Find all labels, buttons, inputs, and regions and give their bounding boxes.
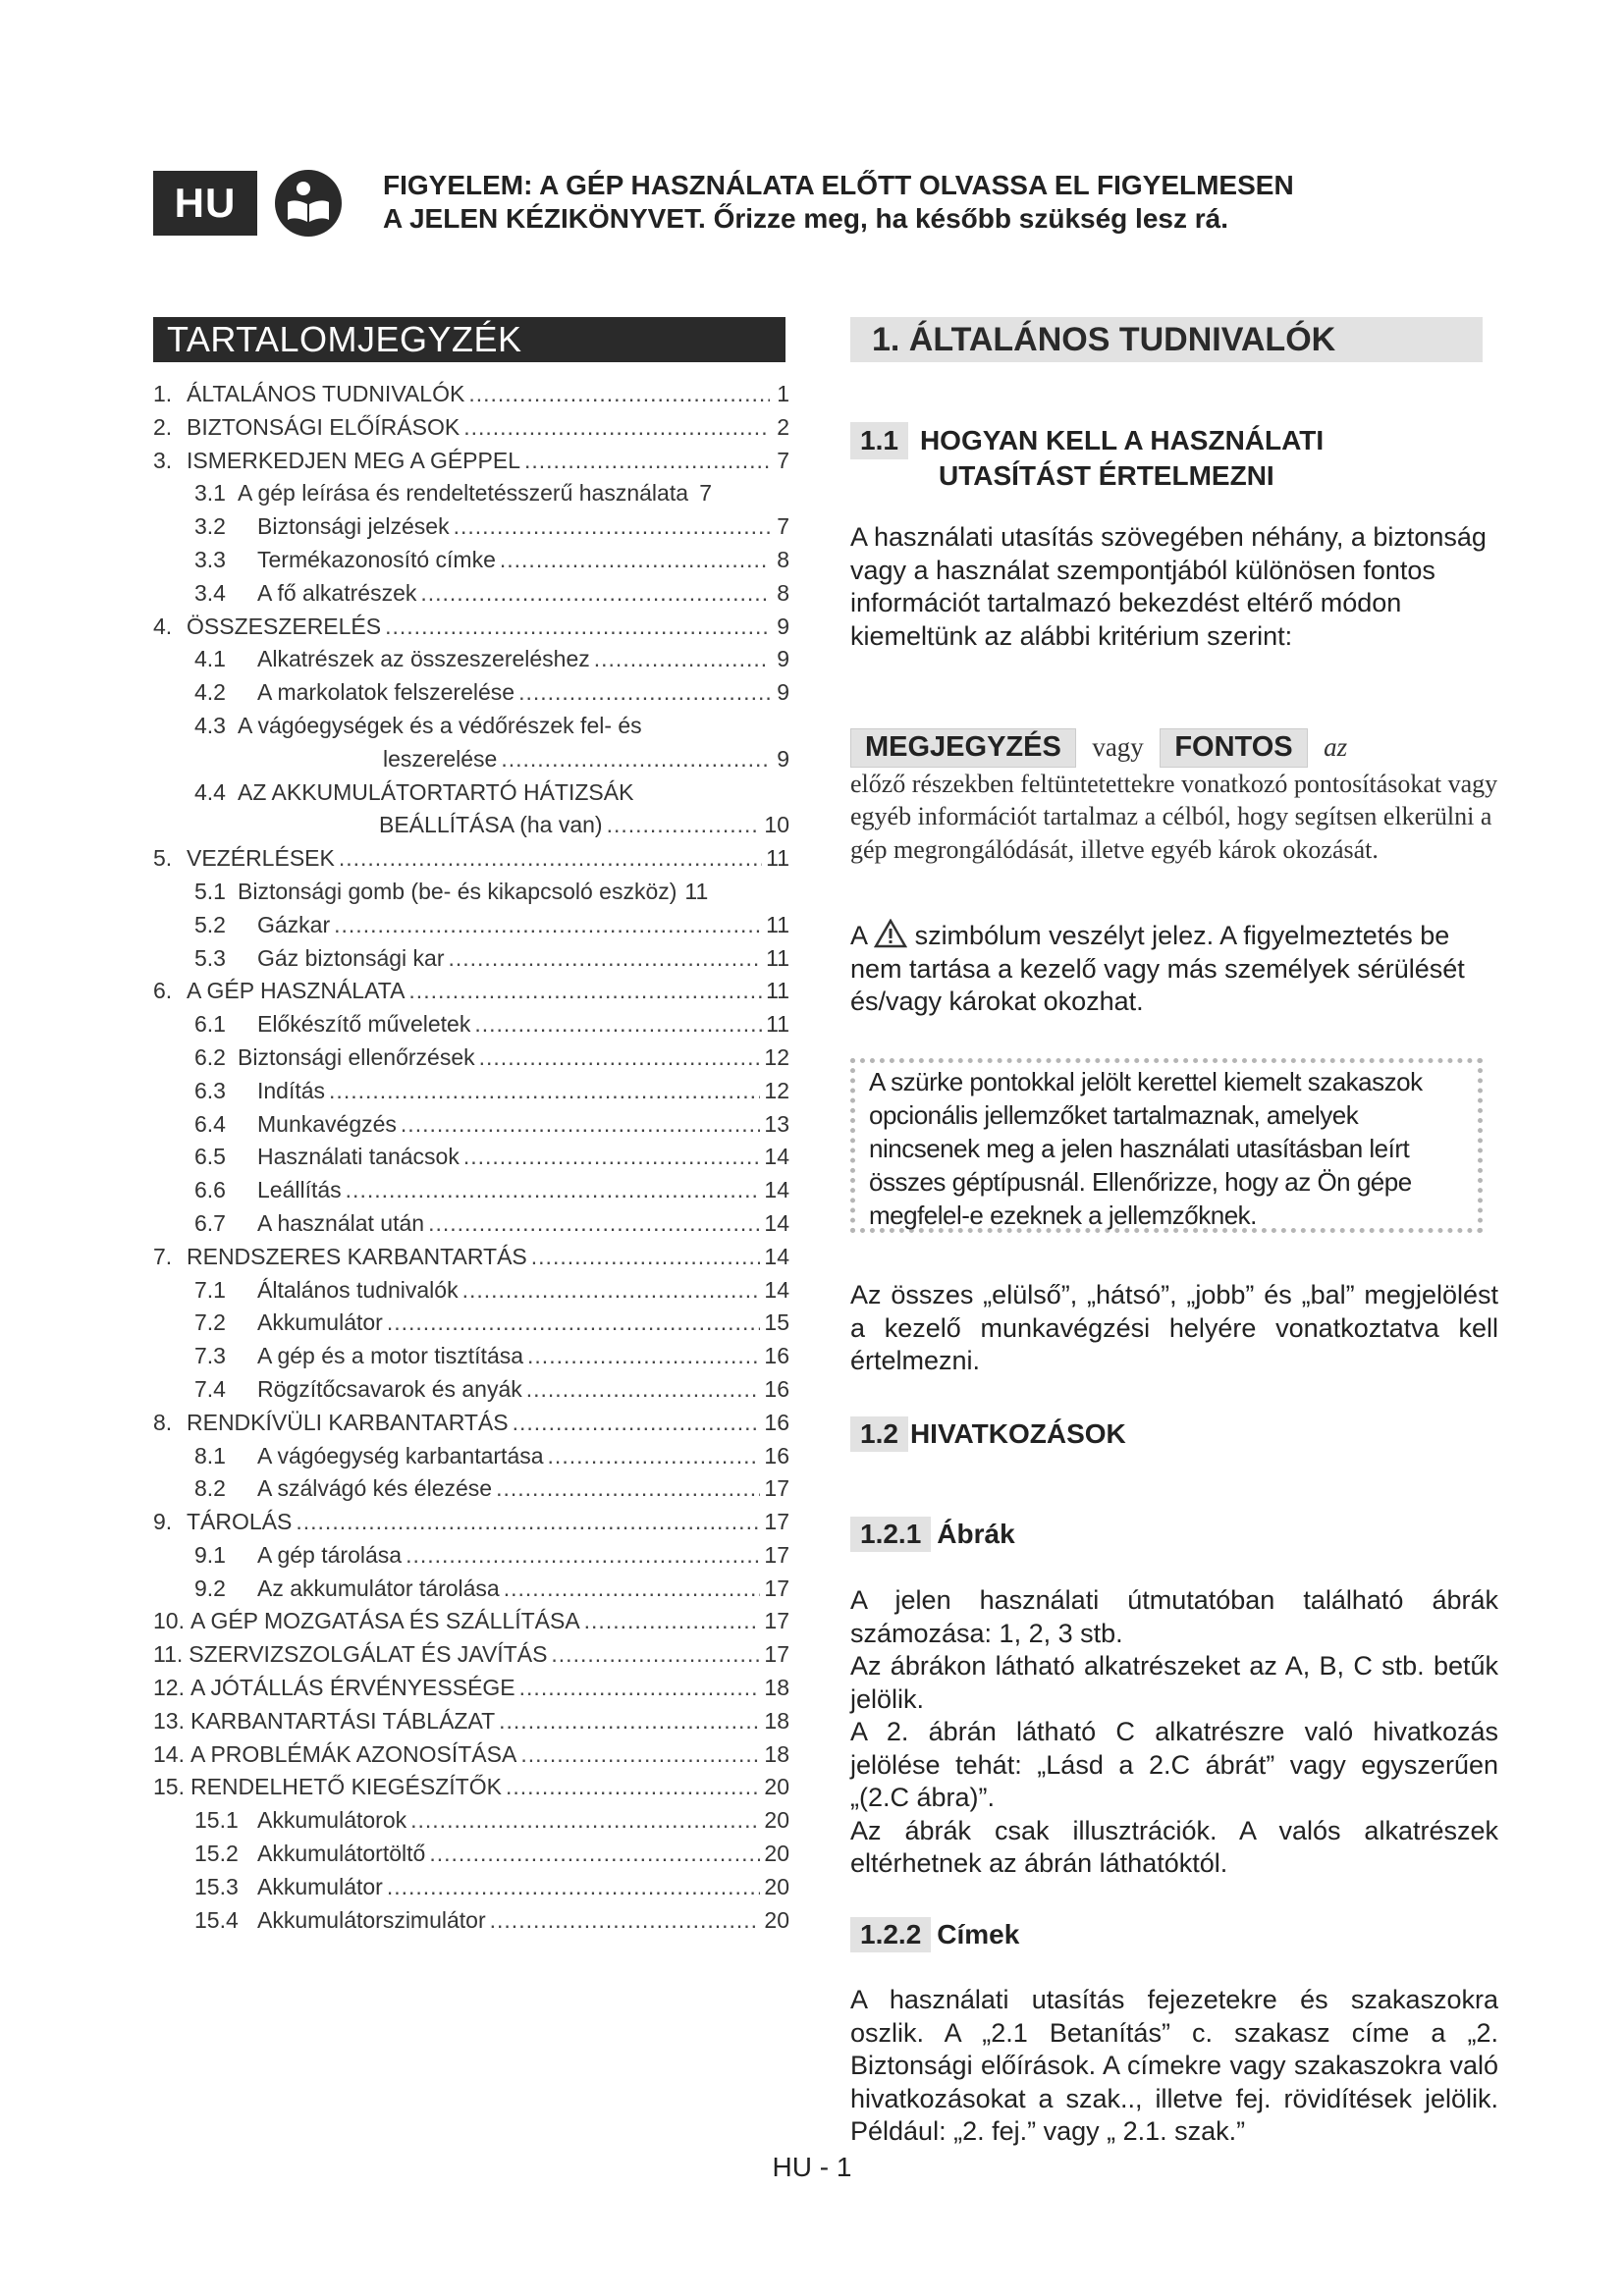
toc-entry-leader <box>524 448 770 474</box>
note-paragraph <box>850 728 1498 866</box>
figures-paragraph-1: A jelen használati útmutatóban található ábrák számozása: 1, 2, 3 stb. <box>850 1585 1498 1648</box>
intro-paragraph: A használati utasítás szövegében néhány, a biztonság vagy a használat szempontjából különösen fontos információt tartalmazó bekezdést eltérő módon kiemeltünk az alábbi kritérium szerint: <box>850 522 1487 651</box>
toc-entry-page: 7 <box>699 480 713 507</box>
toc-entry <box>153 945 789 979</box>
symbol-text: szimbólum veszélyt jelez. A figyelmeztetés be nem tartása a kezelő vagy más személyek sérülését és/vagy károkat okozhat. <box>850 921 1465 1016</box>
toc-entry-number: 4.3 <box>194 712 226 738</box>
warning-triangle-icon <box>874 919 907 948</box>
toc-entry-leader <box>428 1210 760 1237</box>
toc-entry-page: 17 <box>764 1541 789 1568</box>
toc-entry-number: 4. <box>153 613 173 639</box>
toc-entry-leader <box>387 1309 761 1336</box>
toc-entry <box>153 679 789 713</box>
subsection-1-2-label: HIVATKOZÁSOK <box>909 1418 1126 1449</box>
toc-entry-leader <box>346 1177 761 1203</box>
toc-entry <box>153 1443 789 1476</box>
toc-entry-leader <box>474 1011 762 1038</box>
toc-entry-page: 16 <box>764 1442 789 1468</box>
toc-entry <box>153 812 789 845</box>
toc-entry-label: RENDSZERES KARBANTARTÁS <box>187 1243 527 1269</box>
toc-entry-page: 10 <box>764 812 789 838</box>
toc-entry-page: 18 <box>764 1675 789 1701</box>
toc-entry <box>153 1078 789 1111</box>
toc-entry <box>153 580 789 614</box>
toc-entry-number: 13. <box>153 1707 185 1734</box>
subsection-1-2-1-heading <box>850 1517 1015 1552</box>
subsection-1-2-2-label: Címek <box>937 1919 1020 1949</box>
toc-entry-page: 20 <box>764 1807 789 1834</box>
toc-entry-number: 3.3 <box>194 546 226 572</box>
toc-entry-label: Akkumulátorok <box>257 1807 407 1834</box>
toc-entry-page: 16 <box>764 1409 789 1435</box>
toc-entry <box>153 1874 789 1907</box>
toc-entry <box>153 646 789 679</box>
toc-entry-page: 18 <box>764 1707 789 1734</box>
toc-entry-page: 17 <box>764 1608 789 1634</box>
toc-entry <box>153 746 789 779</box>
toc-entry-page: 13 <box>764 1110 789 1137</box>
optional-features-box <box>850 1058 1483 1233</box>
note-or: vagy <box>1092 732 1144 762</box>
toc-entry <box>153 1410 789 1443</box>
toc-entry-label: A gép és a motor tisztítása <box>257 1343 524 1369</box>
toc-entry-label: Gáz biztonsági kar <box>257 944 445 971</box>
subsection-number: 1.1 <box>850 422 908 459</box>
toc-entry <box>153 1244 789 1277</box>
toc-entry-leader <box>527 1343 760 1369</box>
toc-entry <box>153 414 789 448</box>
toc-entry-page: 11 <box>684 878 709 904</box>
toc-entry-leader <box>429 1841 760 1867</box>
toc-entry-page: 15 <box>764 1309 789 1336</box>
toc-entry <box>153 879 789 912</box>
toc-entry-label: ÖSSZESZERELÉS <box>187 613 382 639</box>
toc-entry-page: 20 <box>764 1774 789 1800</box>
toc-entry <box>153 713 789 746</box>
toc-entry-leader <box>385 614 770 640</box>
toc-entry-number: 3.2 <box>194 513 226 540</box>
toc-entry-label: ISMERKEDJEN MEG A GÉPPEL <box>187 447 520 473</box>
toc-entry-label: Termékazonosító címke <box>257 546 496 572</box>
toc-entry-page: 20 <box>764 1873 789 1899</box>
toc-entry <box>153 1641 789 1675</box>
toc-entry-label: BIZTONSÁGI ELŐÍRÁSOK <box>187 413 460 440</box>
toc-entry <box>153 779 789 813</box>
toc-entry-page: 9 <box>777 613 789 639</box>
toc-entry <box>153 1343 789 1376</box>
toc-entry-label: Munkavégzés <box>257 1110 397 1137</box>
toc-entry-label: A markolatok felszerelése <box>257 679 515 706</box>
toc-entry-page: 16 <box>764 1375 789 1402</box>
toc-entry-number: 6.1 <box>194 1011 226 1038</box>
table-of-contents <box>153 381 789 1940</box>
toc-entry-number: 15.3 <box>194 1873 239 1899</box>
toc-entry-leader <box>401 1111 760 1138</box>
toc-entry-number: 15.2 <box>194 1841 239 1867</box>
toc-entry-number: 4.4 <box>194 778 226 805</box>
note-text: előző részekben feltüntetettekre vonatkozó pontosításokat vagy egyéb információt tartalmaz a célból, hogy segítsen elkerülni a gép megrongálódását, illetve egyéb károk okozását. <box>850 769 1498 864</box>
toc-entry <box>153 448 789 481</box>
toc-entry-number: 5. <box>153 845 173 872</box>
toc-entry-leader <box>339 845 762 872</box>
note-tag: MEGJEGYZÉS <box>850 728 1076 768</box>
toc-entry-leader <box>607 812 761 838</box>
toc-entry-number: 10. <box>153 1608 185 1634</box>
toc-entry-leader <box>496 1475 760 1502</box>
toc-entry-page: 11 <box>766 1011 789 1038</box>
toc-entry <box>153 1608 789 1641</box>
toc-entry-page: 2 <box>777 413 789 440</box>
toc-entry-leader <box>499 1708 760 1735</box>
toc-entry-label: leszerelése <box>383 745 498 772</box>
toc-entry-number: 9. <box>153 1509 173 1535</box>
toc-entry-page: 11 <box>766 911 789 937</box>
toc-entry <box>153 1509 789 1542</box>
toc-entry <box>153 1309 789 1343</box>
toc-entry-leader <box>387 1874 761 1900</box>
toc-entry-label: A használat után <box>257 1209 425 1236</box>
toc-entry-page: 7 <box>777 513 789 540</box>
toc-entry-page: 9 <box>777 745 789 772</box>
toc-entry-number: 6.3 <box>194 1077 226 1103</box>
toc-entry-leader <box>334 912 762 938</box>
toc-entry-number: 7.3 <box>194 1343 226 1369</box>
toc-entry-number: 3.1 <box>194 480 226 507</box>
toc-entry-label: SZERVIZSZOLGÁLAT ÉS JAVÍTÁS <box>189 1641 548 1668</box>
toc-entry-label: A JÓTÁLLÁS ÉRVÉNYESSÉGE <box>189 1675 515 1701</box>
toc-entry-page: 17 <box>764 1509 789 1535</box>
toc-entry-label: VEZÉRLÉSEK <box>187 845 335 872</box>
toc-entry-label: Indítás <box>257 1077 326 1103</box>
toc-entry-label: Az akkumulátor tárolása <box>257 1575 500 1601</box>
toc-entry-label: A szálvágó kés élezése <box>257 1475 493 1502</box>
toc-entry-page: 20 <box>764 1906 789 1933</box>
toc-entry-number: 6.6 <box>194 1177 226 1203</box>
toc-entry-leader <box>420 580 770 607</box>
toc-entry <box>153 1177 789 1210</box>
subsection-1-2-heading <box>850 1416 1126 1452</box>
toc-entry-leader <box>531 1244 761 1270</box>
toc-entry-page: 14 <box>764 1144 789 1170</box>
symbol-prefix: A <box>850 921 867 950</box>
language-badge: HU <box>153 171 257 236</box>
subsection-1-2-1-label: Ábrák <box>937 1519 1015 1549</box>
toc-entry-page: 14 <box>764 1276 789 1303</box>
toc-entry-number: 7.4 <box>194 1375 226 1402</box>
header-warning-line2: A JELEN KÉZIKÖNYVET. Őrizze meg, ha később szükség lesz rá. <box>383 203 1228 234</box>
toc-entry-label: ÁLTALÁNOS TUDNIVALÓK <box>187 381 465 406</box>
toc-entry <box>153 1907 789 1941</box>
toc-entry <box>153 1741 789 1775</box>
toc-entry-leader <box>329 1078 760 1104</box>
toc-entry <box>153 978 789 1011</box>
toc-entry <box>153 912 789 945</box>
toc-entry-number: 6.5 <box>194 1144 226 1170</box>
page-number: HU - 1 <box>772 2152 852 2182</box>
toc-entry-label: A vágóegységek és a védőrészek fel- és <box>238 712 642 738</box>
toc-entry <box>153 1210 789 1244</box>
toc-entry <box>153 1277 789 1310</box>
figures-paragraph-4: Az ábrák csak illusztrációk. A valós alkatrészek eltérhetnek az ábrán láthatóktól. <box>850 1815 1498 1878</box>
toc-entry <box>153 480 789 513</box>
toc-entry-page: 8 <box>777 546 789 572</box>
optional-features-text: A szürke pontokkal jelölt kerettel kiemelt szakaszok opcionális jellemzőket tartalmaznak, amelyek nincsenek meg a jelen használati utasításban leírt összes géptípusnál. Ellenőrizze, hogy az Ön gépe megfelel-e ezeknek a jellemzőknek. <box>869 1067 1423 1230</box>
toc-entry <box>153 614 789 647</box>
toc-entry-label: Általános tudnivalók <box>257 1276 459 1303</box>
toc-entry-page: 14 <box>764 1209 789 1236</box>
toc-entry-number: 7.2 <box>194 1309 226 1336</box>
toc-entry-page: 14 <box>764 1243 789 1269</box>
toc-entry-leader <box>468 381 770 407</box>
toc-entry-leader <box>506 1774 760 1800</box>
toc-entry-leader <box>296 1509 760 1535</box>
toc-entry-label: Alkatrészek az összeszereléshez <box>257 646 590 672</box>
note-az: az <box>1324 732 1348 762</box>
toc-entry-number: 14. <box>153 1740 185 1767</box>
toc-entry <box>153 381 789 414</box>
toc-entry-page: 16 <box>764 1343 789 1369</box>
toc-entry-label: A GÉP MOZGATÁSA ÉS SZÁLLÍTÁSA <box>189 1608 580 1634</box>
toc-entry-leader <box>462 1277 761 1304</box>
toc-entry-number: 1. <box>153 381 173 406</box>
toc-entry-label: AZ AKKUMULÁTORTARTÓ HÁTIZSÁK <box>238 778 634 805</box>
toc-entry-label: Gázkar <box>257 911 331 937</box>
toc-entry-label: TÁROLÁS <box>187 1509 293 1535</box>
toc-entry <box>153 1044 789 1078</box>
toc-entry-number: 7. <box>153 1243 173 1269</box>
toc-entry-number: 4.1 <box>194 646 226 672</box>
toc-entry <box>153 1144 789 1177</box>
toc-entry-page: 12 <box>764 1043 789 1070</box>
toc-entry-number: 6.7 <box>194 1209 226 1236</box>
toc-entry-number: 3. <box>153 447 173 473</box>
toc-entry-label: Előkészítő műveletek <box>257 1011 471 1038</box>
toc-entry-number: 15. <box>153 1774 185 1800</box>
figures-paragraph-3: A 2. ábrán látható C alkatrészre való hivatkozás jelölése tehát: „Lásd a 2.C ábrát” vagy egyszerűen „(2.C ábra)”. <box>850 1717 1498 1812</box>
toc-entry-label: Biztonsági jelzések <box>257 513 450 540</box>
toc-entry-leader <box>410 1807 760 1834</box>
toc-entry-page: 8 <box>777 579 789 606</box>
subsection-number: 1.2.1 <box>850 1517 931 1552</box>
toc-entry-leader <box>551 1641 760 1668</box>
toc-entry-number: 6.4 <box>194 1110 226 1137</box>
toc-entry-label: A fő alkatrészek <box>257 579 417 606</box>
important-tag: FONTOS <box>1160 728 1307 768</box>
toc-entry-number: 5.1 <box>194 878 226 904</box>
figures-paragraph-2: Az ábrákon látható alkatrészeket az A, B, C stb. betűk jelölik. <box>850 1651 1498 1714</box>
toc-entry-number: 8.1 <box>194 1442 226 1468</box>
toc-entry-leader <box>479 1044 761 1071</box>
toc-entry-number: 9.1 <box>194 1541 226 1568</box>
toc-entry <box>153 1807 789 1841</box>
toc-entry-label: A gép tárolása <box>257 1541 403 1568</box>
toc-entry-leader <box>594 646 770 672</box>
toc-entry <box>153 1475 789 1509</box>
toc-entry-label: Használati tanácsok <box>257 1144 460 1170</box>
toc-entry-label: Akkumulátorszimulátor <box>257 1906 486 1933</box>
toc-entry-leader <box>501 746 770 773</box>
toc-entry-page: 7 <box>777 447 789 473</box>
toc-entry-page: 1 <box>777 381 789 406</box>
toc-entry-leader <box>548 1443 761 1469</box>
toc-entry-page: 17 <box>764 1475 789 1502</box>
toc-entry-leader <box>520 1741 760 1768</box>
toc-entry-label: A vágóegység karbantartása <box>257 1442 544 1468</box>
toc-entry-page: 11 <box>766 978 789 1004</box>
toc-entry-label: BEÁLLÍTÁSA (ha van) <box>379 812 603 838</box>
toc-entry-leader <box>490 1907 761 1934</box>
toc-entry <box>153 1542 789 1575</box>
subsection-1-2-2-heading <box>850 1917 1019 1952</box>
toc-entry <box>153 1575 789 1609</box>
toc-entry-number: 8.2 <box>194 1475 226 1502</box>
toc-entry-number: 3.4 <box>194 579 226 606</box>
subsection-number: 1.2 <box>850 1416 908 1452</box>
subsection-1-1-heading <box>850 422 1498 493</box>
toc-entry <box>153 547 789 580</box>
header-warning-line1: FIGYELEM: A GÉP HASZNÁLATA ELŐTT OLVASSA EL FIGYELMESEN <box>383 170 1294 200</box>
titles-paragraph: A használati utasítás fejezetekre és szakaszokra oszlik. A „2.1 Betanítás” c. szakasz címe a „2. Biztonsági előírások. A címekre vagy szakaszokra való hivatkozásokat a szak.., illetve fej. rövidítések jelölik. Például: „2. fej.” vagy „ 2.1. szak.” <box>850 1985 1498 2146</box>
symbol-paragraph <box>850 919 1498 1019</box>
toc-entry-leader <box>454 513 770 540</box>
toc-entry-leader <box>463 414 770 441</box>
toc-entry-label: Akkumulátortöltő <box>257 1841 426 1867</box>
toc-entry-label: Biztonsági ellenőrzések <box>238 1043 475 1070</box>
toc-entry-number: 15.1 <box>194 1807 239 1834</box>
toc-entry-leader <box>526 1376 761 1403</box>
toc-entry-page: 14 <box>764 1177 789 1203</box>
toc-entry-page: 12 <box>764 1077 789 1103</box>
subsection-1-1-line2: UTASÍTÁST ÉRTELMEZNI <box>939 460 1274 491</box>
toc-entry-label: Akkumulátor <box>257 1309 383 1336</box>
toc-entry-page: 17 <box>764 1641 789 1668</box>
toc-entry-leader <box>504 1575 761 1602</box>
toc-entry-number: 5.2 <box>194 911 226 937</box>
toc-title: TARTALOMJEGYZÉK <box>153 317 785 362</box>
toc-entry-label: A gép leírása és rendeltetésszerű használata <box>238 480 689 507</box>
toc-entry-label: KARBANTARTÁSI TÁBLÁZAT <box>189 1707 496 1734</box>
toc-entry <box>153 845 789 879</box>
toc-entry-page: 17 <box>764 1575 789 1601</box>
toc-entry-number: 6.2 <box>194 1043 226 1070</box>
toc-entry-label: RENDKÍVÜLI KARBANTARTÁS <box>187 1409 509 1435</box>
toc-entry-leader <box>518 679 770 706</box>
toc-entry-number: 4.2 <box>194 679 226 706</box>
toc-entry-page: 9 <box>777 646 789 672</box>
section-title: 1. ÁLTALÁNOS TUDNIVALÓK <box>850 317 1483 362</box>
toc-entry-label: A GÉP HASZNÁLATA <box>187 978 406 1004</box>
toc-entry <box>153 1675 789 1708</box>
toc-entry-number: 12. <box>153 1675 185 1701</box>
toc-entry-number: 5.3 <box>194 944 226 971</box>
toc-entry-number: 2. <box>153 413 173 440</box>
toc-entry-label: Leállítás <box>257 1177 342 1203</box>
toc-entry-leader <box>406 1542 760 1569</box>
toc-entry-number: 15.4 <box>194 1906 239 1933</box>
subsection-1-1-line1: HOGYAN KELL A HASZNÁLATI <box>919 425 1325 455</box>
toc-entry-label: A PROBLÉMÁK AZONOSÍTÁSA <box>189 1740 517 1767</box>
toc-entry <box>153 1011 789 1044</box>
toc-entry-leader <box>519 1675 761 1701</box>
header-warning <box>383 169 1463 236</box>
toc-entry-label: Biztonsági gomb (be- és kikapcsoló eszköz) <box>238 878 677 904</box>
toc-entry <box>153 1376 789 1410</box>
toc-entry-number: 7.1 <box>194 1276 226 1303</box>
toc-entry-page: 18 <box>764 1740 789 1767</box>
toc-entry-page: 11 <box>766 944 789 971</box>
toc-entry-number: 6. <box>153 978 173 1004</box>
toc-entry-page: 11 <box>766 845 789 872</box>
toc-entry-number: 8. <box>153 1409 173 1435</box>
toc-entry <box>153 1708 789 1741</box>
toc-entry-leader <box>513 1410 761 1436</box>
toc-entry-number: 9.2 <box>194 1575 226 1601</box>
toc-entry-leader <box>463 1144 761 1170</box>
toc-entry-leader <box>448 945 762 972</box>
toc-entry-label: Rögzítőcsavarok és anyák <box>257 1375 522 1402</box>
toc-entry-leader <box>500 547 770 573</box>
toc-entry <box>153 1774 789 1807</box>
toc-entry <box>153 513 789 547</box>
toc-entry-page: 9 <box>777 679 789 706</box>
toc-entry-number: 11. <box>153 1641 184 1668</box>
toc-entry <box>153 1841 789 1874</box>
toc-entry-label: RENDELHETŐ KIEGÉSZÍTŐK <box>189 1774 502 1800</box>
toc-entry-leader <box>408 978 762 1004</box>
toc-entry <box>153 1111 789 1145</box>
subsection-number: 1.2.2 <box>850 1917 931 1952</box>
figures-section <box>850 1584 1498 1881</box>
toc-entry-leader <box>584 1608 761 1634</box>
book-reading-icon <box>274 169 343 238</box>
directions-paragraph: Az összes „elülső”, „hátsó”, „jobb” és „bal” megjelölést a kezelő munkavégzési helyére vonatkoztatva kell értelmezni. <box>850 1280 1498 1375</box>
toc-entry-label: Akkumulátor <box>257 1873 383 1899</box>
toc-entry-page: 20 <box>764 1841 789 1867</box>
